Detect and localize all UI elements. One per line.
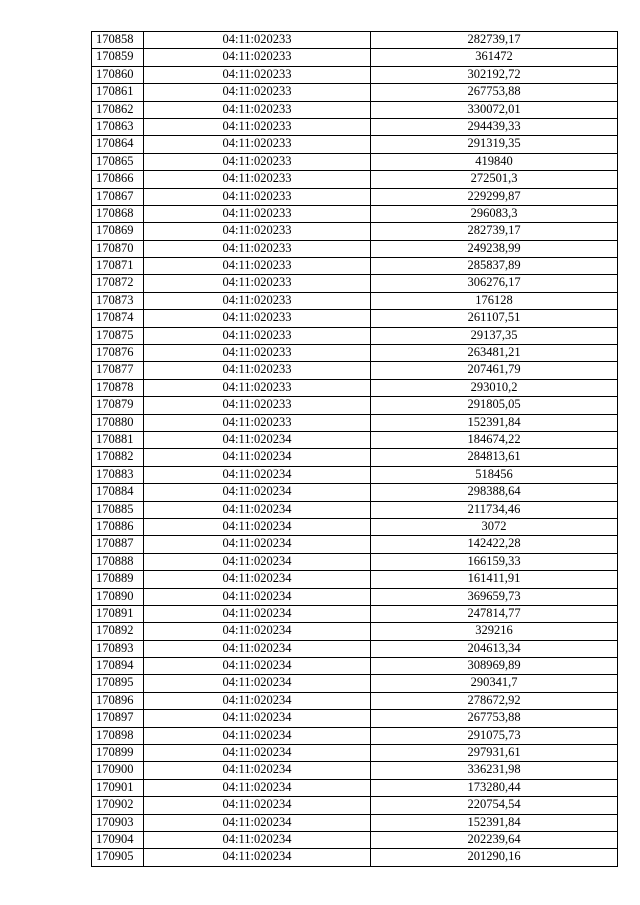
table-row <box>92 240 618 257</box>
record-number-cell: 170894 <box>92 658 144 675</box>
value-cell: 282739,17 <box>371 32 618 49</box>
cadastral-code-cell: 04:11:020234 <box>144 814 371 831</box>
table-row <box>92 188 618 205</box>
table-row <box>92 379 618 396</box>
table-row <box>92 797 618 814</box>
record-number-cell: 170895 <box>92 675 144 692</box>
cadastral-code-cell: 04:11:020234 <box>144 553 371 570</box>
table-row <box>92 501 618 518</box>
table-row <box>92 292 618 309</box>
record-number-cell: 170866 <box>92 171 144 188</box>
table-row <box>92 345 618 362</box>
table-row <box>92 327 618 344</box>
value-cell: 261107,51 <box>371 310 618 327</box>
value-cell: 278672,92 <box>371 692 618 709</box>
cadastral-code-cell: 04:11:020234 <box>144 449 371 466</box>
cadastral-code-cell: 04:11:020233 <box>144 414 371 431</box>
table-row <box>92 223 618 240</box>
table-row <box>92 49 618 66</box>
cadastral-code-cell: 04:11:020234 <box>144 797 371 814</box>
record-number-cell: 170878 <box>92 379 144 396</box>
cadastral-code-cell: 04:11:020233 <box>144 275 371 292</box>
table-row <box>92 84 618 101</box>
cadastral-code-cell: 04:11:020233 <box>144 379 371 396</box>
cadastral-code-cell: 04:11:020234 <box>144 658 371 675</box>
table-row <box>92 762 618 779</box>
record-number-cell: 170889 <box>92 571 144 588</box>
table-row <box>92 466 618 483</box>
value-cell: 291805,05 <box>371 397 618 414</box>
table-row <box>92 658 618 675</box>
record-number-cell: 170887 <box>92 536 144 553</box>
table-row <box>92 831 618 848</box>
table-row <box>92 484 618 501</box>
cadastral-code-cell: 04:11:020233 <box>144 310 371 327</box>
cadastral-code-cell: 04:11:020233 <box>144 397 371 414</box>
value-cell: 229299,87 <box>371 188 618 205</box>
value-cell: 284813,61 <box>371 449 618 466</box>
value-cell: 294439,33 <box>371 118 618 135</box>
cadastral-code-cell: 04:11:020233 <box>144 66 371 83</box>
value-cell: 419840 <box>371 153 618 170</box>
record-number-cell: 170863 <box>92 118 144 135</box>
value-cell: 330072,01 <box>371 101 618 118</box>
value-cell: 267753,88 <box>371 84 618 101</box>
cadastral-code-cell: 04:11:020234 <box>144 727 371 744</box>
record-number-cell: 170879 <box>92 397 144 414</box>
table-row <box>92 779 618 796</box>
cadastral-code-cell: 04:11:020233 <box>144 240 371 257</box>
value-cell: 267753,88 <box>371 710 618 727</box>
value-cell: 272501,3 <box>371 171 618 188</box>
cadastral-code-cell: 04:11:020234 <box>144 779 371 796</box>
record-number-cell: 170885 <box>92 501 144 518</box>
record-number-cell: 170896 <box>92 692 144 709</box>
table-row <box>92 431 618 448</box>
table-row <box>92 310 618 327</box>
record-number-cell: 170900 <box>92 762 144 779</box>
record-number-cell: 170877 <box>92 362 144 379</box>
cadastral-code-cell: 04:11:020233 <box>144 153 371 170</box>
cadastral-code-cell: 04:11:020234 <box>144 571 371 588</box>
value-cell: 247814,77 <box>371 605 618 622</box>
cadastral-code-cell: 04:11:020233 <box>144 345 371 362</box>
value-cell: 207461,79 <box>371 362 618 379</box>
table-row <box>92 553 618 570</box>
value-cell: 291319,35 <box>371 136 618 153</box>
table-row <box>92 449 618 466</box>
value-cell: 263481,21 <box>371 345 618 362</box>
cadastral-code-cell: 04:11:020234 <box>144 536 371 553</box>
cadastral-code-cell: 04:11:020234 <box>144 501 371 518</box>
table-row <box>92 118 618 135</box>
value-cell: 211734,46 <box>371 501 618 518</box>
record-number-cell: 170891 <box>92 605 144 622</box>
value-cell: 302192,72 <box>371 66 618 83</box>
data-table <box>91 31 618 867</box>
cadastral-code-cell: 04:11:020233 <box>144 292 371 309</box>
cadastral-code-cell: 04:11:020234 <box>144 710 371 727</box>
table-row <box>92 66 618 83</box>
record-number-cell: 170881 <box>92 431 144 448</box>
table-row <box>92 692 618 709</box>
cadastral-code-cell: 04:11:020233 <box>144 84 371 101</box>
table-row <box>92 205 618 222</box>
value-cell: 306276,17 <box>371 275 618 292</box>
table-body <box>92 32 618 867</box>
cadastral-code-cell: 04:11:020234 <box>144 849 371 866</box>
value-cell: 329216 <box>371 623 618 640</box>
record-number-cell: 170880 <box>92 414 144 431</box>
cadastral-code-cell: 04:11:020233 <box>144 223 371 240</box>
record-number-cell: 170890 <box>92 588 144 605</box>
record-number-cell: 170884 <box>92 484 144 501</box>
record-number-cell: 170898 <box>92 727 144 744</box>
cadastral-code-cell: 04:11:020234 <box>144 605 371 622</box>
value-cell: 249238,99 <box>371 240 618 257</box>
record-number-cell: 170870 <box>92 240 144 257</box>
record-number-cell: 170892 <box>92 623 144 640</box>
table-row <box>92 640 618 657</box>
value-cell: 361472 <box>371 49 618 66</box>
value-cell: 184674,22 <box>371 431 618 448</box>
record-number-cell: 170876 <box>92 345 144 362</box>
record-number-cell: 170893 <box>92 640 144 657</box>
value-cell: 336231,98 <box>371 762 618 779</box>
cadastral-code-cell: 04:11:020234 <box>144 675 371 692</box>
cadastral-code-cell: 04:11:020233 <box>144 327 371 344</box>
cadastral-code-cell: 04:11:020233 <box>144 136 371 153</box>
cadastral-code-cell: 04:11:020233 <box>144 171 371 188</box>
record-number-cell: 170862 <box>92 101 144 118</box>
table-row <box>92 101 618 118</box>
value-cell: 29137,35 <box>371 327 618 344</box>
value-cell: 173280,44 <box>371 779 618 796</box>
cadastral-code-cell: 04:11:020233 <box>144 258 371 275</box>
record-number-cell: 170873 <box>92 292 144 309</box>
value-cell: 369659,73 <box>371 588 618 605</box>
cadastral-code-cell: 04:11:020234 <box>144 588 371 605</box>
record-number-cell: 170860 <box>92 66 144 83</box>
cadastral-code-cell: 04:11:020233 <box>144 188 371 205</box>
value-cell: 285837,89 <box>371 258 618 275</box>
cadastral-code-cell: 04:11:020233 <box>144 49 371 66</box>
table-row <box>92 588 618 605</box>
cadastral-code-cell: 04:11:020233 <box>144 118 371 135</box>
record-number-cell: 170861 <box>92 84 144 101</box>
data-table-container <box>91 31 617 867</box>
cadastral-code-cell: 04:11:020234 <box>144 484 371 501</box>
table-row <box>92 258 618 275</box>
table-row <box>92 727 618 744</box>
record-number-cell: 170886 <box>92 518 144 535</box>
cadastral-code-cell: 04:11:020234 <box>144 518 371 535</box>
value-cell: 176128 <box>371 292 618 309</box>
cadastral-code-cell: 04:11:020234 <box>144 745 371 762</box>
cadastral-code-cell: 04:11:020234 <box>144 640 371 657</box>
table-row <box>92 153 618 170</box>
table-row <box>92 414 618 431</box>
cadastral-code-cell: 04:11:020234 <box>144 831 371 848</box>
value-cell: 298388,64 <box>371 484 618 501</box>
value-cell: 161411,91 <box>371 571 618 588</box>
record-number-cell: 170888 <box>92 553 144 570</box>
cadastral-code-cell: 04:11:020234 <box>144 692 371 709</box>
record-number-cell: 170897 <box>92 710 144 727</box>
record-number-cell: 170869 <box>92 223 144 240</box>
table-row <box>92 571 618 588</box>
record-number-cell: 170859 <box>92 49 144 66</box>
record-number-cell: 170899 <box>92 745 144 762</box>
table-row <box>92 536 618 553</box>
record-number-cell: 170875 <box>92 327 144 344</box>
cadastral-code-cell: 04:11:020233 <box>144 362 371 379</box>
value-cell: 290341,7 <box>371 675 618 692</box>
value-cell: 152391,84 <box>371 814 618 831</box>
record-number-cell: 170905 <box>92 849 144 866</box>
table-row <box>92 675 618 692</box>
record-number-cell: 170903 <box>92 814 144 831</box>
value-cell: 296083,3 <box>371 205 618 222</box>
value-cell: 142422,28 <box>371 536 618 553</box>
table-row <box>92 849 618 866</box>
value-cell: 201290,16 <box>371 849 618 866</box>
record-number-cell: 170871 <box>92 258 144 275</box>
value-cell: 220754,54 <box>371 797 618 814</box>
record-number-cell: 170865 <box>92 153 144 170</box>
value-cell: 291075,73 <box>371 727 618 744</box>
table-row <box>92 814 618 831</box>
record-number-cell: 170864 <box>92 136 144 153</box>
value-cell: 297931,61 <box>371 745 618 762</box>
table-row <box>92 710 618 727</box>
record-number-cell: 170872 <box>92 275 144 292</box>
table-row <box>92 171 618 188</box>
cadastral-code-cell: 04:11:020233 <box>144 32 371 49</box>
record-number-cell: 170874 <box>92 310 144 327</box>
record-number-cell: 170883 <box>92 466 144 483</box>
cadastral-code-cell: 04:11:020233 <box>144 205 371 222</box>
table-row <box>92 397 618 414</box>
cadastral-code-cell: 04:11:020233 <box>144 101 371 118</box>
record-number-cell: 170868 <box>92 205 144 222</box>
cadastral-code-cell: 04:11:020234 <box>144 623 371 640</box>
table-row <box>92 623 618 640</box>
value-cell: 166159,33 <box>371 553 618 570</box>
value-cell: 308969,89 <box>371 658 618 675</box>
value-cell: 293010,2 <box>371 379 618 396</box>
table-row <box>92 518 618 535</box>
record-number-cell: 170901 <box>92 779 144 796</box>
record-number-cell: 170882 <box>92 449 144 466</box>
table-row <box>92 32 618 49</box>
table-row <box>92 745 618 762</box>
record-number-cell: 170858 <box>92 32 144 49</box>
record-number-cell: 170867 <box>92 188 144 205</box>
value-cell: 152391,84 <box>371 414 618 431</box>
value-cell: 204613,34 <box>371 640 618 657</box>
record-number-cell: 170902 <box>92 797 144 814</box>
table-row <box>92 605 618 622</box>
value-cell: 3072 <box>371 518 618 535</box>
table-row <box>92 275 618 292</box>
value-cell: 518456 <box>371 466 618 483</box>
table-row <box>92 136 618 153</box>
record-number-cell: 170904 <box>92 831 144 848</box>
table-row <box>92 362 618 379</box>
cadastral-code-cell: 04:11:020234 <box>144 431 371 448</box>
cadastral-code-cell: 04:11:020234 <box>144 466 371 483</box>
cadastral-code-cell: 04:11:020234 <box>144 762 371 779</box>
value-cell: 282739,17 <box>371 223 618 240</box>
value-cell: 202239,64 <box>371 831 618 848</box>
